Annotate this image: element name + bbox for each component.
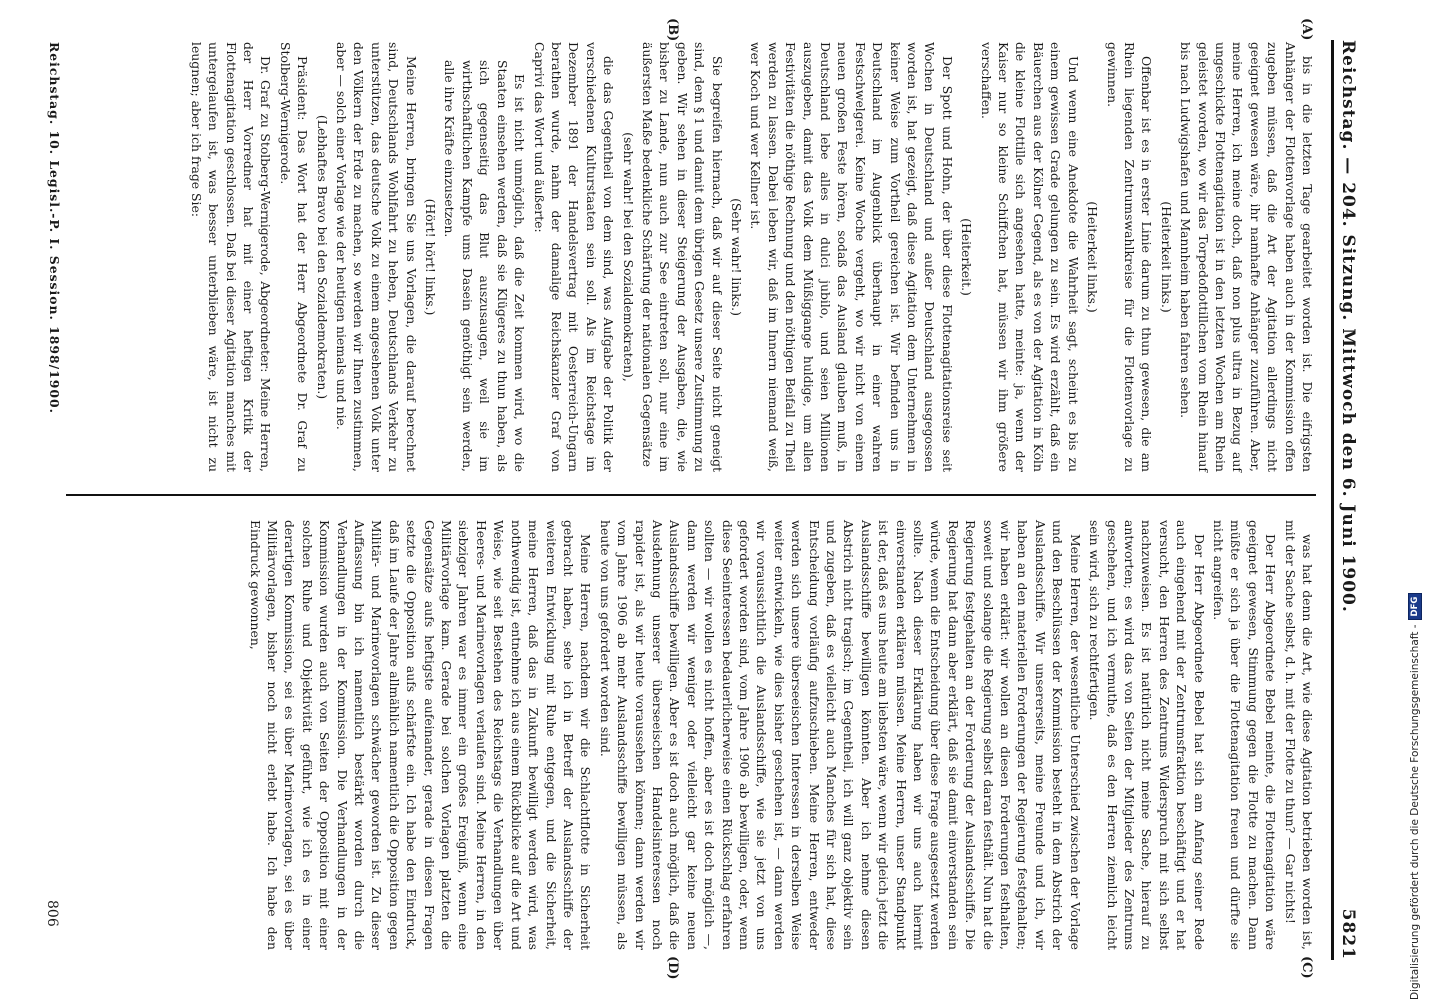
paragraph: Offenbar ist es in erster Linie darum zu thun gewesen, die am Rhein liegenden Zentrumswahlkreise für die Flottenvorlage zu gewinnen. (1104, 42, 1155, 472)
digitization-stamp (1408, 593, 1422, 1000)
page-number: 5821 (1338, 908, 1358, 960)
margin-mark-a: (A) (1299, 18, 1314, 41)
quotation: Es ist nicht unmöglich, daß die Zeit kommen wird, wo die Staaten einsehen werden, daß sie Klügeres zu thun haben, als sich gegenseitig das Blut auszusaugen, weil sie im wirthschaftlichen Kampfe ums Dasein genöthigt sein werden, alle ihre Kräfte einzusetzen. (442, 60, 528, 472)
interjection: (Heiterkeit links.) (1158, 201, 1174, 313)
header-title: Reichstag. — 204. Sitzung. Mittwoch den 6. Juni 1900. (1338, 40, 1358, 613)
paragraph: Der Herr Abgeordnete Bebel hat sich am Anfang seiner Rede auch eingehend mit der Zentrumsfraktion beschäftigt und er hat versucht, den Herren des Zentrums Widerspruch mit sich selbst nachzuweisen. Es ist natürlich nicht meine Sache, hierauf zu antworten; es wird das von Seiten der Mitglieder des Zentrums geschehen, und ich vermuthe, daß es den Herren ziemlich leicht sein wird, sich zu rechtfertigen. (1087, 520, 1207, 950)
interjection: (Heiterkeit links.) (1085, 201, 1101, 313)
paragraph: Sie begreifen hiernach, daß wir auf dieser Seite nicht geneigt sind, dem § 1 und damit dem übrigen Gesetz unsere Zustimmung zu geben. Wir sehen in dieser Steigerung der Ausgaben, die, wie bisher zu Lande, nun auch zur See eintreten soll, nur eine im äußersten Maße bedenkliche Schärfung der nationalen Gegensätze (639, 42, 725, 472)
dfg-logo-icon: DFG (1408, 593, 1422, 621)
page-footer (47, 42, 62, 472)
interjection: (sehr wahr! bei den Sozialdemokraten), (620, 132, 636, 382)
page-header (1331, 40, 1376, 960)
paragraph: Meine Herren, der wesentliche Unterschied zwischen der Vorlage und den Beschlüssen der Kommission besteht in dem Abstrich der Auslandsschiffe. Wir unsererseits, meine Freunde und ich, wir haben an den materiellen Forderungen der Regierung festgehalten; wir haben erklärt: wir wollen an diesen Forderungen festhalten, soweit und solange die Regierung selbst daran festhält. Nun hat die Regierung festgehalten an der Forderung der Auslandsschiffe. Die Regierung hat dann aber erklärt, daß sie damit einverstanden sein würde, wenn die Entscheidung über diese Frage ausgesetzt werden sollte. Nach dieser Erklärung haben wir uns auch hiermit einverstanden erklären müssen. Meine Herren, unser Standpunkt ist der, daß es uns heute am liebsten wäre, wenn wir gleich jetzt die Auslandsschiffe bewilligen könnten. Aber ich nehme diesen Abstrich nicht tragisch; im Gegentheil, ich will ganz objektiv sein und zugeben, daß es vielleicht auch Manches für sich hat, diese Entscheidung vorläufig aufzuschieben. Meine Herren, entweder werden sich unsere überseeischen Interessen in derselben Weise weiter entwickeln, wie dies bisher geschehen ist, — dann werden wir voraussichtlich die Auslandsschiffe, wie sie jetzt von uns gefordert worden sind, vom Jahre 1906 ab bewilligen, oder, wenn diese Seeinteressen bedauerlicherweise einen Rückschlag erfahren sollten — wir wollen es nicht hoffen, aber es ist doch möglich —, dann werden wir weniger oder vielleicht gar keine neuen Auslandsschiffe bewilligen. Aber es ist doch auch möglich, daß die Ausdehnung unserer überseeischen Handelsinteressen noch rapider ist, als wir heute voraussehen können; dann werden wir vom Jahre 1906 ab mehr Auslandsschiffe bewilligen müssen, als heute von uns gefordert worden sind. (597, 520, 1083, 950)
column-divider (66, 494, 1316, 496)
interjection: (Heiterkeit.) (959, 218, 975, 296)
paragraph: Der Spott und Hohn, der über diese Flottenagitationsreise seit Wochen in Deutschland und außer Deutschland ausgegossen worden ist, hat gezeigt, daß diese Agitation dem Unternehmen in keiner Weise zum Vortheil gereichen ist. Wir befinden uns in Deutschland im Augenblick überhaupt in einer wahren Festschwelgerei. Keine Woche vergeht, wo wir nicht von einem neuen großen Feste hören, sodaß das Ausland glauben muß, in Deutschland lebe alles in dulci jubilo, und seien Millionen auszugeben, damit das Volk dem Müßiggange huldige, um allen Festivitäten die nöthige Rechnung und den nöthigen Beifall zu Theil werden zu lassen. Dabei leben wir, daß im Innern niemand weiß, wer Koch und wer Kellner ist. (748, 42, 955, 472)
paragraph: Und wenn eine Anekdote die Wahrheit sagt, scheint es bis zu einem gewissen Grade gelungen zu sein. Es wird erzählt, daß ein Bäuerchen aus der Kölner Gegend, als es von der Agitation in Köln die kleine Flottille sich angesehen hatte, meinte: ja, wenn der Kaiser nur so kleine Schiffchen hat, müssen wir ihm größere verschaffen. (978, 42, 1081, 472)
interjection: (Lebhaftes Bravo bei den Sozialdemokraten.) (314, 114, 330, 400)
president-line: Präsident: Das Wort hat der Herr Abgeordnete Dr. Graf zu Stolberg-Wernigerode. (277, 42, 311, 472)
margin-mark-b: (B) (665, 18, 680, 42)
paragraph: Meine Herren, nachdem wir die Schlachtflotte in Sicherheit gebracht haben, sehe ich in Betreff der Auslandsschiffe der weiteren Entwicklung mit Ruhe entgegen, und die Sicherheit, meine Herren, daß das in Zukunft bewilligt werden wird, was nothwendig ist, entnehme ich aus einem Rückblicke auf die Art und Weise, wie seit Bestehen des Reichstags die Verhandlungen über Heeres- und Marinevorlagen verlaufen sind. Meine Herren, in den siebziger Jahren war es immer ein großes Ereigniß, wenn eine Militärvorlage kam. Gerade bei solchen Vorlagen platzten die Gegensätze aufs heftigste aufeinander, gerade in diesen Fragen setzte die Opposition aufs schärfste ein. Ich habe den Eindruck, daß im Laufe der Jahre allmählich namentlich die Opposition gegen Militär- und Marinevorlagen schwächer geworden ist. Zu dieser Auffassung bin ich namentlich bestärkt worden durch die Verhandlungen in der Kommission. Die Verhandlungen in der Kommission wurden auch von Seiten der Opposition mit einer solchen Ruhe und Objektivität geführt, wie ich es in einer derartigen Kommission, sei es über Marinevorlagen, sei es über Militärvorlagen, bisher noch nicht erlebt habe. Ich habe den Eindruck gewonnen, (247, 520, 594, 950)
footer-page-number: 806 (44, 900, 60, 927)
margin-mark-d: (D) (665, 956, 680, 980)
footer-session-line: Reichstag. 10. Legisl.-P. I. Session. 1898/1900. (47, 42, 62, 414)
interjection: (Sehr wahr! links.) (729, 198, 744, 316)
margin-mark-c: (C) (1299, 956, 1314, 979)
paragraph: Der Herr Abgeordnete Bebel meinte, die Flottenagitation wäre geeignet gewesen, Stimmung gegen die Flotte zu machen. Dann müßte er sich ja über die Flottenagitation freuen und dürfte sie nicht angreifen. (1210, 520, 1279, 950)
right-column (64, 520, 1316, 950)
paragraph: Dr. Graf zu Stolberg-Wernigerode, Abgeordneter: Meine Herren, der Herr Vorredner hat mit einer heftigen Kritik der Flottenagitation geschlossen. Daß bei dieser Agitation manches mit untergelaufen ist, was besser unterblieben wäre, ist nicht zu leugnen; aber ich frage Sie: (188, 42, 274, 472)
paragraph: bis in die letzten Tage gearbeitet worden ist. Die eifrigsten Anhänger der Flottenvorlage haben auch in der Kommission offen zugeben müssen, daß die Art der Agitation allerdings nicht geeignet gewesen wäre, ihr namhafte Anhänger zuzuführen. Aber, meine Herren, ich meine doch, daß non plus ultra in Bezug auf ungeschickte Flottenagitation ist in den letzten Wochen am Rhein geleistet worden, wo wir das Torpedoflottillchen vom Rhein hinauf bis nach Ludwigshafen und Mannheim haben fahren sehen. (1178, 42, 1315, 472)
stamp-text: Digitalisierung gefördert durch die Deutsche Forschungsgemeinschaft - (1409, 624, 1421, 1000)
paragraph: Meine Herren, bringen Sie uns Vorlagen, die darauf berechnet sind, Deutschlands Wohlfahrt zu heben, Deutschlands Verkehr zu unterstützen, das deutsche Volk zu einem angesehenen Volk unter den Völkern der Erde zu machen, so werden wir Ihnen zustimmen, aber — solch einer Vorlage wie der heutigen niemals und nie. (334, 42, 419, 472)
paragraph: die das Gegentheil von dem sind, was Aufgabe der Politik der verschiedenen Kulturstaaten sein soll. Als im Reichstage im Dezember 1891 der Handelsvertrag mit Oesterreich-Ungarn berathen wurde, nahm der damalige Reichskanzler Graf von Caprivi das Wort und äußerte: (531, 42, 617, 472)
paragraph: was hat denn die Art, wie diese Agitation betrieben worden ist, mit der Sache selbst, d. h. mit der Flotte zu thun? — Gar nichts! (1282, 520, 1315, 950)
interjection: (Hört! hört! links.) (423, 198, 439, 316)
left-column (70, 42, 1316, 472)
